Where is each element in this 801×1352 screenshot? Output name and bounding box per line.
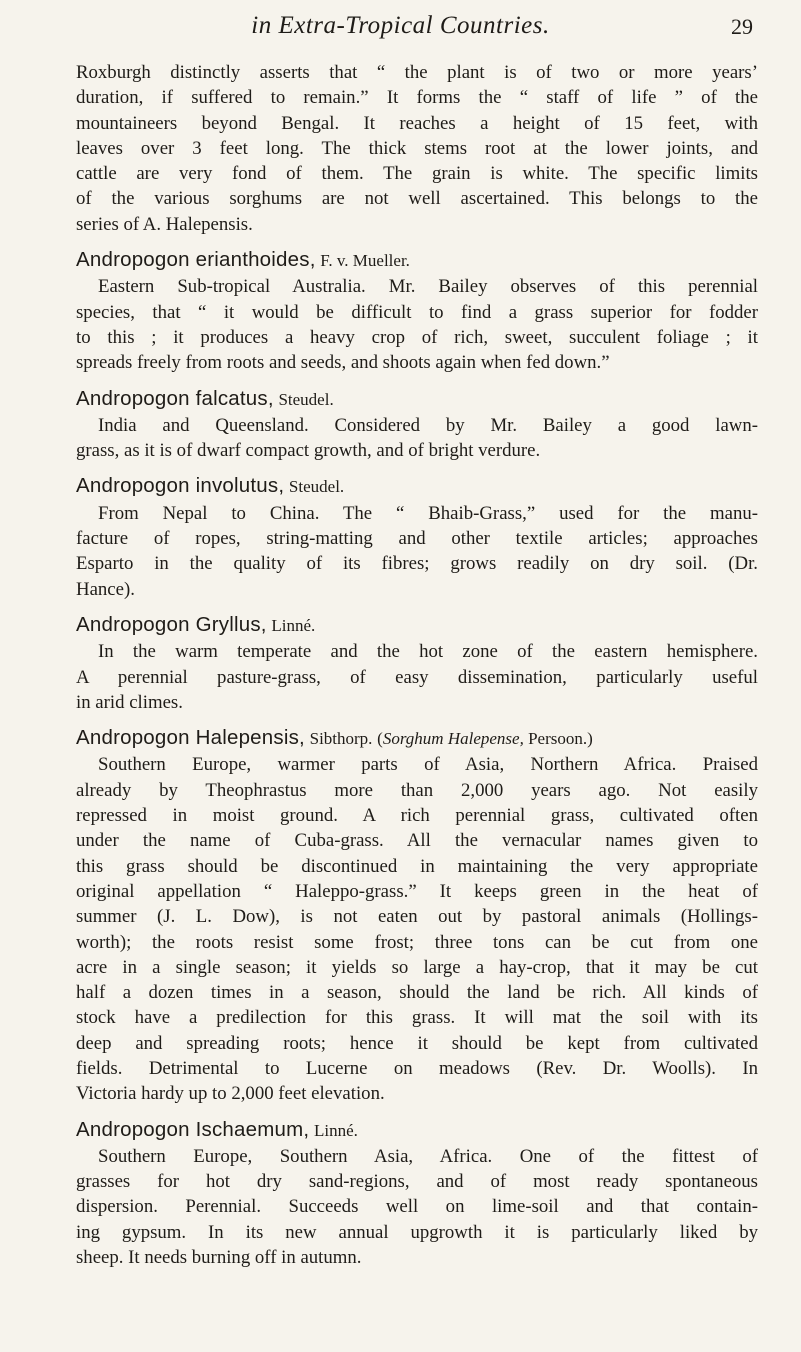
species-entry: [76, 473, 758, 601]
species-author: Linné.: [271, 615, 316, 635]
text-line: in arid climes.: [76, 691, 183, 713]
text-line: this grass should be discontinued in maintaining the very appropriate: [76, 855, 758, 877]
synonym-rest: Persoon.): [523, 729, 593, 749]
text-line: repressed in moist ground. A rich perennial grass, cultivated often: [76, 805, 758, 827]
text-line: Eastern Sub-tropical Australia. Mr. Bailey observes of this perennial: [98, 276, 758, 298]
text-line: under the name of Cuba-grass. All the vernacular names given to: [76, 830, 758, 852]
text-line: A perennial pasture-grass, of easy dissemination, particularly useful: [76, 666, 758, 688]
synonym-open: (: [377, 729, 383, 749]
entry-heading: [76, 247, 758, 273]
entry-heading: [76, 473, 758, 499]
entry-heading: [76, 725, 758, 751]
text-line: dispersion. Perennial. Succeeds well on lime-soil and that contain-: [76, 1196, 758, 1218]
text-line: ing gypsum. In its new annual upgrowth it is particularly liked by: [76, 1221, 758, 1243]
synonym-italic: Sorghum Halepense,: [382, 729, 524, 749]
entry-heading: [76, 612, 758, 638]
text-line: Southern Europe, warmer parts of Asia, Northern Africa. Praised: [98, 754, 758, 776]
body-text: [76, 60, 758, 1270]
text-line: India and Queensland. Considered by Mr. Bailey a good lawn-: [98, 414, 758, 436]
species-author: Sibthorp.: [309, 729, 373, 749]
text-line: sheep. It needs burning off in autumn.: [76, 1247, 362, 1269]
species-name: Andropogon erianthoides,: [76, 248, 316, 272]
text-line: half a dozen times in a season, should the land be rich. All kinds of: [76, 982, 758, 1004]
species-name: Andropogon falcatus,: [76, 386, 274, 410]
text-line: grasses for hot dry sand-regions, and of most ready spontaneous: [76, 1171, 758, 1193]
species-author: Steudel.: [288, 477, 345, 497]
species-entry: [76, 247, 758, 375]
text-line: spreads freely from roots and seeds, and shoots again when fed down.”: [76, 352, 610, 374]
species-entry: [76, 1117, 758, 1271]
text-line: Esparto in the quality of its fibres; grows readily on dry soil. (Dr.: [76, 553, 758, 575]
text-line: acre in a single season; it yields so large a hay-crop, that it may be cut: [76, 956, 758, 978]
text-line: grass, as it is of dwarf compact growth, and of bright verdure.: [76, 440, 541, 462]
text-line: mountaineers beyond Bengal. It reaches a height of 15 feet, with: [76, 112, 758, 134]
running-head: [0, 12, 801, 46]
page-number: 29: [731, 14, 753, 39]
text-line: of the various sorghums are not well ascertained. This belongs to the: [76, 188, 758, 210]
text-line: duration, if suffered to remain.” It forms the “ staff of life ” of the: [76, 87, 758, 109]
text-line: species, that “ it would be difficult to find a grass superior for fodder: [76, 301, 758, 323]
text-line: series of A. Halepensis.: [76, 213, 253, 235]
text-line: From Nepal to China. The “ Bhaib-Grass,” used for the manu-: [98, 502, 758, 524]
species-entry: [76, 386, 758, 464]
text-line: Roxburgh distinctly asserts that “ the plant is of two or more years’: [76, 62, 758, 83]
text-line: facture of ropes, string-matting and other textile articles; approaches: [76, 528, 758, 550]
text-line: cattle are very fond of them. The grain is white. The specific limits: [76, 163, 758, 185]
species-synonym: [377, 729, 593, 748]
species-author: Linné.: [313, 1120, 358, 1140]
intro-paragraph: [76, 60, 758, 237]
text-line: Victoria hardy up to 2,000 feet elevation.: [76, 1083, 385, 1105]
species-author: F. v. Mueller.: [320, 251, 410, 271]
text-line: summer (J. L. Dow), is not eaten out by pastoral animals (Hollings-: [76, 906, 758, 928]
species-name: Andropogon involutus,: [76, 474, 285, 498]
species-name: Andropogon Halepensis,: [76, 726, 305, 750]
text-line: original appellation “ Haleppo-grass.” It keeps green in the heat of: [76, 880, 758, 902]
text-line: to this ; it produces a heavy crop of rich, sweet, succulent foliage ; it: [76, 326, 758, 348]
species-entry: [76, 725, 758, 1106]
text-line: Southern Europe, Southern Asia, Africa. One of the fittest of: [98, 1145, 758, 1167]
species-name: Andropogon Gryllus,: [76, 612, 267, 636]
text-line: stock have a predilection for this grass. It will mat the soil with its: [76, 1007, 758, 1029]
running-title: in Extra-Tropical Countries.: [251, 12, 550, 39]
species-entry: [76, 612, 758, 715]
text-line: worth); the roots resist some frost; three tons can be cut from one: [76, 931, 758, 953]
text-line: already by Theophrastus more than 2,000 years ago. Not easily: [76, 779, 758, 801]
text-line: fields. Detrimental to Lucerne on meadows (Rev. Dr. Woolls). In: [76, 1057, 758, 1079]
entry-heading: [76, 1117, 758, 1143]
species-author: Steudel.: [278, 389, 334, 409]
species-name: Andropogon Ischaemum,: [76, 1117, 310, 1141]
text-line: Hance).: [76, 578, 135, 600]
text-line: In the warm temperate and the hot zone of the eastern hemisphere.: [98, 641, 758, 663]
entry-heading: [76, 386, 758, 412]
text-line: leaves over 3 feet long. The thick stems root at the lower joints, and: [76, 137, 758, 159]
text-line: deep and spreading roots; hence it should be kept from cultivated: [76, 1032, 758, 1054]
